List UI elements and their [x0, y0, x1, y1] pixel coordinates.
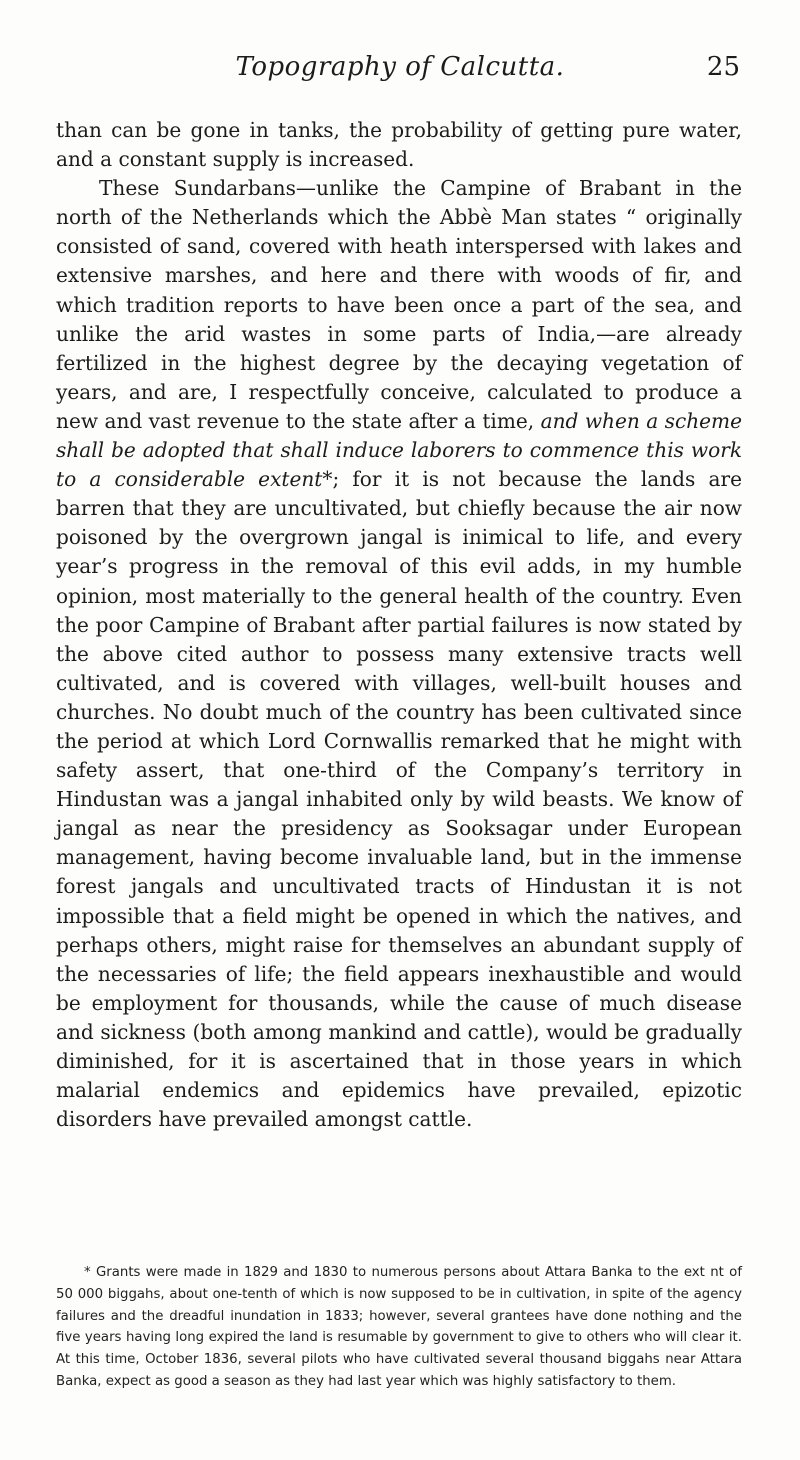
footnote-text: * Grants were made in 1829 and 1830 to numerous persons about Attara Banka to the ext nt of 50 000 biggahs, about one-tenth of which is now supposed to be in cultivation, in spite of the agency failures and the dreadful inundation in 1833; however, several grantees have done nothing and the five years having long expired the land is resumable by government to give to others who will clear it. At this time, October 1836, several pilots who have cultivated several thousand biggahs near Attara Banka, expect as good a season as they had last year which was highly satisfactory to them. — [56, 1265, 742, 1389]
footnote — [56, 1262, 742, 1393]
paragraph-2-italic-clause: and when a scheme shall be adopted that shall induce laborers to commence this work to a considerable extent* — [56, 408, 742, 492]
paragraph-2-part-b: ; for it is not because the lands are barren that they are uncultivated, but chiefly because the air now poisoned by the overgrown jangal is inimical to life, and every year’s progress in the removal of this evil adds, in my humble opinion, most materially to the general health of the country. Even the poor Campine of Brabant after partial failures is now stated by the above cited author to possess many extensive tracts well cultivated, and is covered with villages, well-built houses and churches. No doubt much of the country has been cultivated since the period at which Lord Cornwallis remarked that he might with safety assert, that one-third of the Company’s territory in Hindustan was a jangal inhabited only by wild beasts. We know of jangal as near the presidency as Sooksagar under European management, having become invaluable land, but in the immense forest jangals and uncultivated tracts of Hindustan it is not impossible that a field might be opened in which the natives, and perhaps others, might raise for themselves an abundant supply of the necessaries of life; the field appears inexhaustible and would be employment for thousands, while the cause of much disease and sickness (both among mankind and cattle), would be gradually diminished, for it is ascertained that in those years in which malarial endemics and epidemics have prevailed, epizotic disorders have prevailed amongst cattle. — [56, 467, 742, 1132]
paragraph-2-part-a: These Sundarbans—unlike the Campine of Brabant in the north of the Netherlands which the Abbè Man states “ originally consisted of sand, covered with heath interspersed with lakes and extensive marshes, and here and there with woods of fir, and which tradition reports to have been once a part of the sea, and unlike the arid wastes in some parts of India,—are already fertilized in the highest degree by the decaying vegetation of years, and are, I respectfully conceive, calculated to produce a new and vast revenue to the state after a time, — [56, 176, 742, 433]
running-title: Topography of Calcutta. — [235, 52, 565, 82]
paragraph-1: than can be gone in tanks, the probability of getting pure water, and a constant supply is increased. — [56, 118, 742, 172]
paragraph-2 — [56, 174, 742, 1134]
running-head — [60, 52, 740, 92]
page-number: 25 — [706, 52, 740, 82]
body-text — [56, 116, 742, 1134]
